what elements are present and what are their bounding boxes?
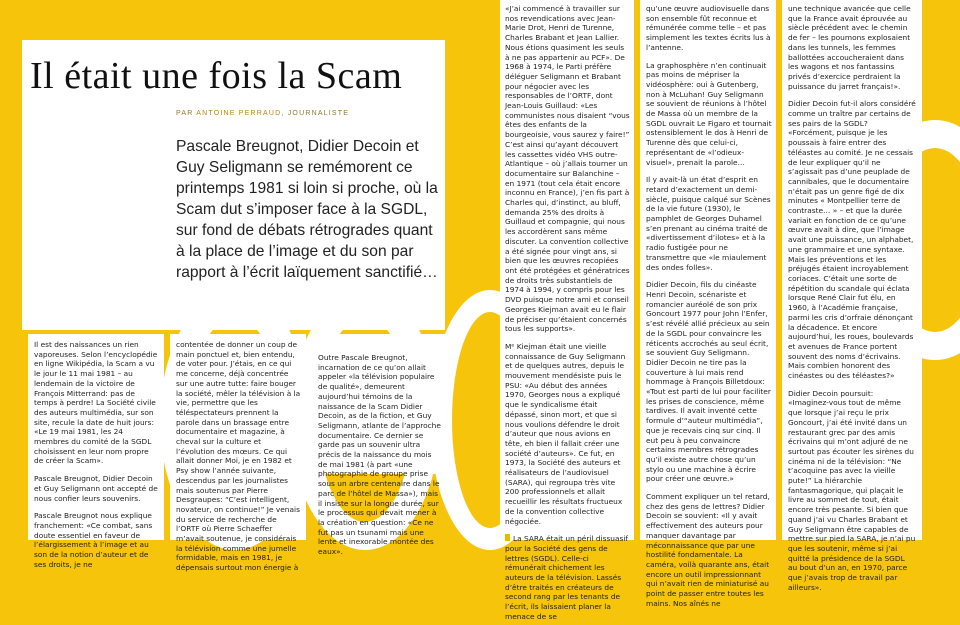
column-1-paragraph: Pascale Breugnot nous explique franchement: «Ce combat, sans doute essentiel en faveur de l’élargissement à l’image et au son de la notion d’auteur et de ses droits, je ne bbox=[34, 511, 153, 569]
byline: PAR ANTOINE PERRAUD, JOURNALISTE bbox=[176, 110, 350, 117]
column-5-paragraph: Didier Decoin, fils du cinéaste Henri Decoin, scénariste et romancier auréolé de son prix Goncourt 1977 pour John l’Enfer, s’est révélé allié précieux au sein de la SGDL pour convaincre les réticents accrochés au seul écrit, se souvient Guy Seligmann. Didier Decoin ne tire pas la couverture à lui mais rend hommage à François Billetdoux: «Tout est parti de lui pour faciliter les prises de conscience, même tardives. Il avait inventé cette formule d’“auteur multimédia”, que je recevais cinq sur cinq. Il eut peu à peu convaincre certains membres rétrogrades qu’il existe autre chose qu’un stylo ou une machine à écrire pour créer une œuvre.» bbox=[646, 280, 771, 484]
column-3-paragraph: Outre Pascale Breugnot, incarnation de ce qu’on allait appeler «la télévision populaire de qualité», demeurent aujourd’hui témoins de la naissance de la Scam Didier Decoin, as de la fiction, et Guy Seligmann, atlante de l’approche documentaire. Ce dernier se garde pas un souvenir ultra précis de la naissance du mois de mai 1981 (à part «une photographie de groupe prise sous un arbre centenaire dans le parc de l’hôtel de Massa»), mais il insiste sur la longue durée, sur le processus qui devait mener à la création en question: «Ce ne fut pas un tsunami mais une lente et inexorable montée des eaux». bbox=[318, 353, 441, 557]
column-4 bbox=[505, 4, 630, 625]
column-2-paragraph: contentée de donner un coup de main ponctuel et, bien entendu, de voter pour. J’étais, en ce qui me concerne, déjà concentrée sur une autre tutte: faire bouger la société, mêler la télévision à la vie, permettre que les téléspectateurs prennent la parole dans un brassage entre documentaire et magazine, à cheval sur la culture et l’évolution des mœurs. Ce qui allait donner Moi, je en 1982 et Psy show l’année suivante, descendus par les journalistes mais soutenus par Pierre Desgraupes: “C’est intelligent, novateur, on continue!” Je venais du service de recherche de l’ORTF où Pierre Schaeffer m’avait soutenue, je considérais la télévision comme une jumelle formidable, mais en 1981, je dépensais surtout mon énergie à bbox=[176, 340, 301, 573]
column-6-paragraph: une technique avancée que celle que la France avait éprouvée au siècle précédent avec le chemin de fer – les poumons explosaient dans les tunnels, les femmes ballottées accoucheraient dans les wagons et nos fantassins privés d’exercice perdraient la puissance du jarret français!». bbox=[788, 4, 911, 91]
column-5-paragraph: La graphosphère n’en continuait pas moins de mépriser la vidéosphère: oui à Gutenberg, non à McLuhan! Guy Seligmann se souvient de réunions à l’hôtel de Massa où un membre de la SGDL ouvrait Le Figaro et tournait ostensiblement le dos à Henri de Turenne dès que celui-ci, représentant de «l’odieux-visuel», prenait la parole… bbox=[646, 60, 772, 167]
column-6 bbox=[788, 4, 916, 595]
byline-author: ANTOINE PERRAUD bbox=[196, 110, 282, 117]
column-5-paragraph: Comment expliquer un tel retard, chez des gens de lettres? Didier Decoin se souvient: «Il y avait effectivement des auteurs pour manquer davantage par méconnaissance que par une hostilité fondamentale. La caméra, voilà quarante ans, était encore un outil impressionnant qui n’avait rien de miniaturisé au point de passer entre toutes les mains. Nos aînés ne bbox=[646, 492, 770, 608]
byline-role: JOURNALISTE bbox=[287, 110, 350, 117]
paragraph-marker bbox=[505, 534, 510, 541]
column-4-paragraph-text: La SARA était un péril dissuasif pour la Société des gens de lettres (SGDL). Celle-ci rémunérait chichement les auteurs de la télévision. Lassés d’être traités en créateurs de second rang par les tenants de l’écrit, ils laissaient planer la menace de se bbox=[505, 534, 629, 621]
column-1-paragraph: Pascale Breugnot, Didier Decoin et Guy Seligmann ont accepté de nous confier leurs souvenirs. bbox=[34, 474, 158, 503]
column-3 bbox=[318, 353, 442, 560]
column-1-paragraph: Il est des naissances un rien vaporeuses. Selon l’encyclopédie en ligne Wikipédia, la Scam a vu le jour le 11 mai 1981 – au lendemain de la victoire de François Mitterrand: pas de temps à perdre! La Société civile des auteurs multimédia, sur son site, recule la date de huit jours: «Le 19 mai 1981, les 24 membres du comité de la SGDL choisissent en leur nom propre de créer la Scam». bbox=[34, 340, 158, 466]
column-5-paragraph: qu’une œuvre audiovisuelle dans son ensemble fût reconnue et rémunérée comme telle – et pas simplement les textes écrits lus à l’antenne. bbox=[646, 4, 771, 52]
column-5 bbox=[646, 4, 772, 611]
column-4-paragraph bbox=[505, 534, 630, 621]
article-title: Il était une fois la Scam bbox=[30, 55, 403, 97]
column-6-paragraph: Didier Decoin fut-il alors considéré comme un traître par certains de ses pairs de la SGDL? «Forcément, puisque je les poussais à faire entrer des téléastes au comité. Je ne cessais de leur expliquer qu’il ne s’agissait pas d’une peuplade de cannibales, que le documentaire n’était pas un genre figé de dix minutes « Montpellier terre de contraste… » – et que la durée variait en fonction de ce qu’une œuvre avait à dire, que l’image avait une puissance, un alphabet, une grammaire et une syntaxe. Mais les préventions et les préjugés étaient incroyablement coriaces. C’était une sorte de répétition du scandale qui éclata lorsque René Clair fut élu, en 1960, à l’Académie française, parmi les cris d’orfraie dénonçant la décadence. Et encore aujourd’hui, les roues, boulevards et avenues de France portent souvent des noms d’écrivains. Mais combien honorent des cinéastes ou des téléastes?» bbox=[788, 99, 916, 381]
column-6-paragraph: Didier Decoin poursuit: «Imaginez-vous tout de même que lorsque j’ai reçu le prix Goncourt, j’ai été invité dans un restaurant grec par des amis écrivains qui m’ont adjuré de ne surtout pas écouter les sirènes du cinéma ni de la télévision: “Ne t’acoquine pas avec la vieille pute!” La hiérarchie fantasmagorique, qui plaçait le livre au sommet de tout, était encore très pesante. Si bien que quand j’ai vu Charles Brabant et Guy Seligmann être capables de mettre sur pied la SARA, je n’ai pu que les soutenir, même si j’ai quitté la présidence de la SGDL au bout d’un an, en 1970, parce que j’avais trop de travail par ailleurs». bbox=[788, 388, 916, 592]
column-4-paragraph: Mᵉ Kiejman était une vieille connaissance de Guy Seligmann et de quelques autres, depuis le mouvement mendésiste puis le PSU: «Au début des années 1970, Georges nous a expliqué que le syndicalisme était dépassé, sinon mort, et que si nous voulions défendre le droit d’auteur que nous avions en tête, eh bien il fallait créer une société d’auteurs». Ce fut, en 1973, la Société des auteurs et réalisateurs de l’audiovisuel (SARA), qui regroupa très vite 200 professionnels et allait recueillir les résultats fructueux de la convention collective négociée. bbox=[505, 341, 626, 526]
column-1 bbox=[34, 340, 160, 572]
article-standfirst: Pascale Breugnot, Didier Decoin et Guy Seligmann se remémorent ce printemps 1981 si loin si proche, où la Scam dut s’imposer face à la SGDL, sur fond de débats rétrogrades quant à la place de l’image et du son par rapport à l’écrit laïquement sanctifié… bbox=[176, 138, 438, 281]
column-2 bbox=[176, 340, 302, 576]
column-4-paragraph: «J’ai commencé à travailler sur nos revendications avec Jean-Marie Drot, Henri de Turenne, Charles Brabant et Jean Lallier. Nous étions quasiment les seuls à ne pas appartenir au PCF». De 1968 à 1974, le Parti préfère déléguer Seligmann et Brabant pour négocier avec les responsables de l’ORTF, dont Jean-Louis Guillaud: «Les communistes nous disaient “vous êtes des enfants de la bourgeoisie, vous saurez y faire!” C’est ainsi qu’ayant découvert les cassettes vidéo VHS outre-Atlantique – où j’allais tourner un documentaire sur Balanchine – en 1971 (tout cela était encore inconnu en France), j’en fis part à Charles qui, d’instinct, au bluff, demanda 25% des droits à Guillaud et compagnie, qui nous les accordèrent sans même discuter. La convention collective a été signée pour vingt ans, si bien que les œuvres recopiées ont été protégées et génératrices de droits très substantiels de 1974 à 1994, y compris pour les DVD puisque notre ami et conseil Georges Kiejman avait eu le flair de préciser qu’étaient concernés tous les supports». bbox=[505, 4, 630, 334]
byline-prefix: PAR bbox=[176, 110, 194, 117]
column-5-paragraph: Il y avait-là un état d’esprit en retard d’exactement un demi-siècle, puisque calqué sur Scènes de la vie future (1930), le pamphlet de Georges Duhamel s’en prenant au cinéma traité de «divertissement d’ilotes» et à la radio fustigée pour ne transmettre que «le miaulement des ondes folles». bbox=[646, 175, 771, 272]
